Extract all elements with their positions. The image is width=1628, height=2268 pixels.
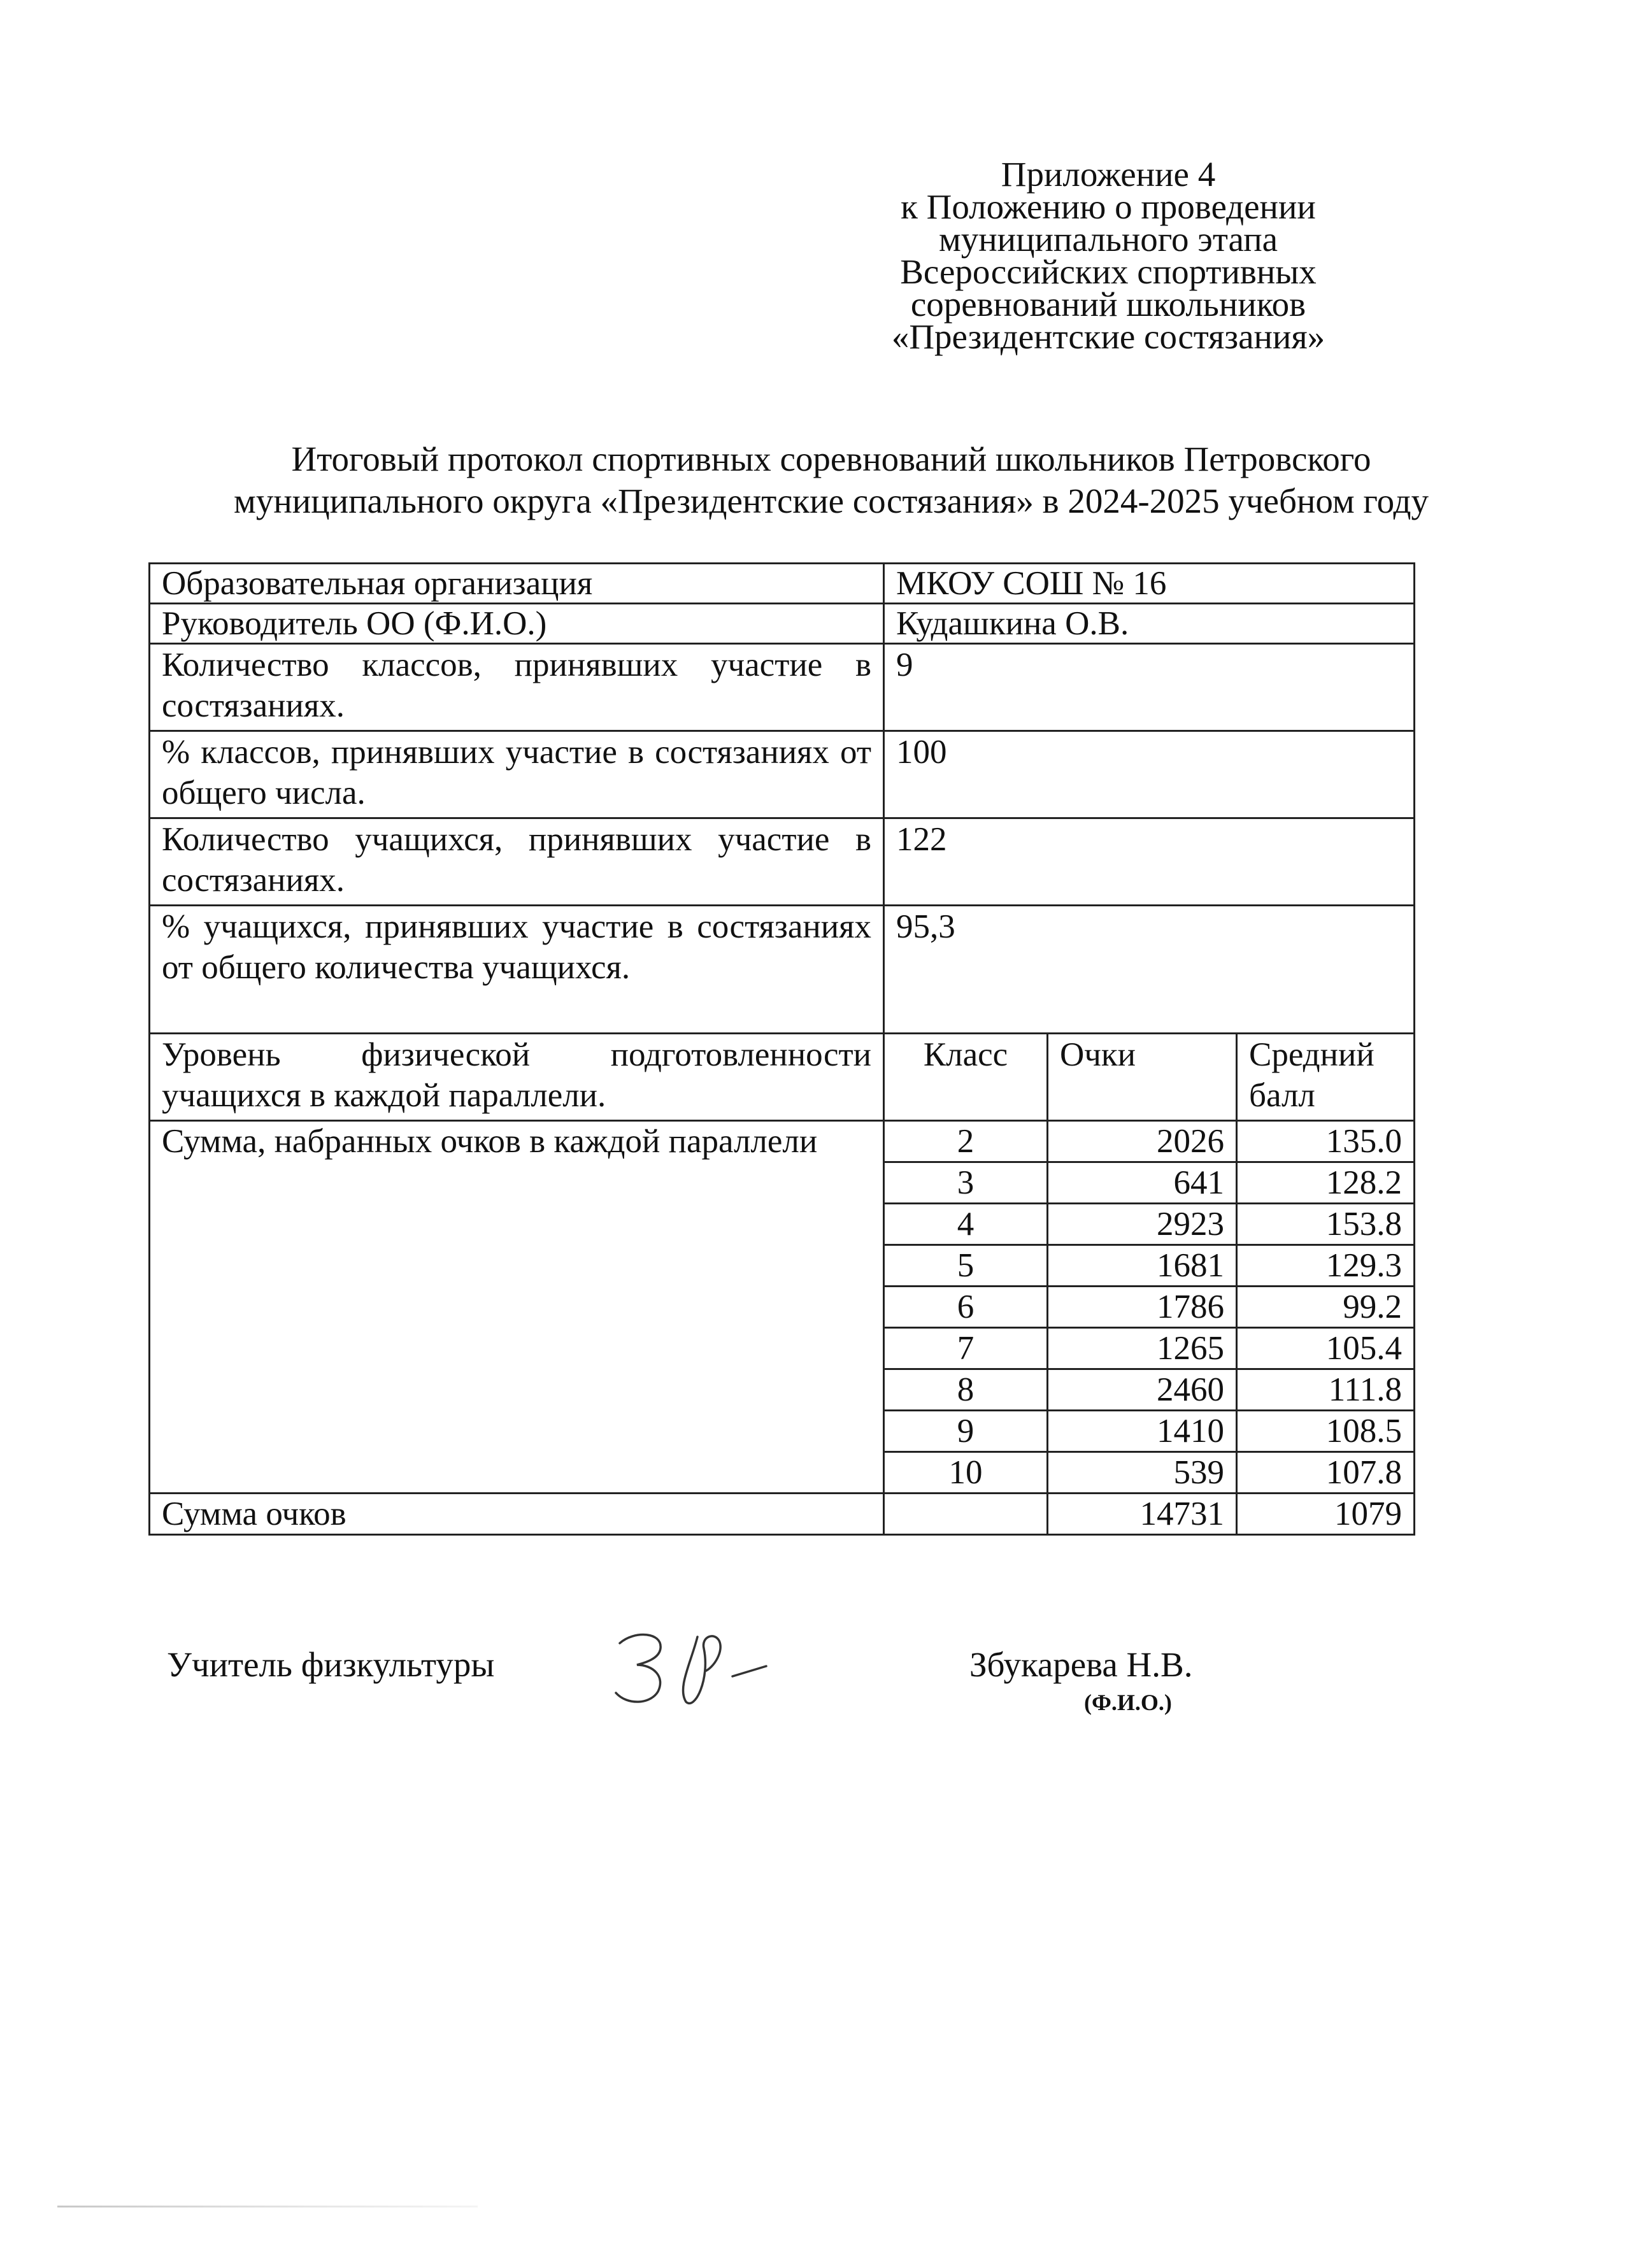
handwritten-signature bbox=[602, 1618, 774, 1720]
table-row bbox=[150, 604, 1415, 644]
protocol-table bbox=[148, 562, 1415, 1536]
row-value: Кудашкина О.В. bbox=[884, 604, 1415, 644]
signer-name: Збукарева Н.В. bbox=[969, 1645, 1193, 1684]
sum-label: Сумма, набранных очков в каждой параллели bbox=[150, 1121, 884, 1494]
grade-class: 5 bbox=[884, 1245, 1048, 1287]
grade-average: 105.4 bbox=[1237, 1328, 1415, 1369]
document-title bbox=[178, 438, 1484, 522]
grade-class: 10 bbox=[884, 1452, 1048, 1494]
grade-average: 135.0 bbox=[1237, 1121, 1415, 1162]
title-line-1: Итоговый протокол спортивных соревнований школьников Петровского bbox=[291, 439, 1371, 478]
grade-average: 99.2 bbox=[1237, 1287, 1415, 1328]
title-line-2: муниципального округа «Президентские состязания» в 2024-2025 учебном году bbox=[234, 481, 1429, 520]
table-row bbox=[150, 818, 1415, 906]
level-label: Уровень физической подготовленности учащихся в каждой параллели. bbox=[150, 1034, 884, 1121]
grade-average: 153.8 bbox=[1237, 1204, 1415, 1245]
scan-edge-line bbox=[57, 2206, 478, 2207]
signer-caption: (Ф.И.О.) bbox=[1084, 1690, 1172, 1715]
grade-points: 1681 bbox=[1048, 1245, 1237, 1287]
row-value: 100 bbox=[884, 731, 1415, 818]
signer-role: Учитель физкультуры bbox=[167, 1645, 495, 1684]
grade-points: 2923 bbox=[1048, 1204, 1237, 1245]
row-label: Количество классов, принявших участие в состязаниях. bbox=[150, 644, 884, 731]
header-class: Класс bbox=[884, 1034, 1048, 1121]
appendix-line: к Положению о проведении bbox=[901, 187, 1316, 226]
grade-average: 128.2 bbox=[1237, 1162, 1415, 1204]
appendix-line: Всероссийских спортивных bbox=[900, 252, 1317, 291]
grade-average: 107.8 bbox=[1237, 1452, 1415, 1494]
row-value: 9 bbox=[884, 644, 1415, 731]
grade-points: 1786 bbox=[1048, 1287, 1237, 1328]
grade-class: 3 bbox=[884, 1162, 1048, 1204]
table-row bbox=[150, 906, 1415, 1034]
row-value: МКОУ СОШ № 16 bbox=[884, 564, 1415, 604]
grade-average: 129.3 bbox=[1237, 1245, 1415, 1287]
grade-points: 539 bbox=[1048, 1452, 1237, 1494]
grade-row bbox=[150, 1121, 1415, 1162]
table-row bbox=[150, 731, 1415, 818]
appendix-line: соревнований школьников bbox=[910, 285, 1306, 324]
appendix-line: Приложение 4 bbox=[1001, 155, 1216, 194]
appendix-line: муниципального этапа bbox=[938, 220, 1278, 259]
grade-class: 8 bbox=[884, 1369, 1048, 1411]
appendix-header bbox=[847, 155, 1369, 356]
header-average: Средний балл bbox=[1237, 1034, 1415, 1121]
total-class bbox=[884, 1494, 1048, 1535]
total-average: 1079 bbox=[1237, 1494, 1415, 1535]
total-points: 14731 bbox=[1048, 1494, 1237, 1535]
table-row bbox=[150, 564, 1415, 604]
row-label: Количество учащихся, принявших участие в состязаниях. bbox=[150, 818, 884, 906]
grade-class: 7 bbox=[884, 1328, 1048, 1369]
row-label: % классов, принявших участие в состязаниях от общего числа. bbox=[150, 731, 884, 818]
grade-points: 2460 bbox=[1048, 1369, 1237, 1411]
grade-average: 108.5 bbox=[1237, 1411, 1415, 1452]
grade-points: 641 bbox=[1048, 1162, 1237, 1204]
grade-class: 2 bbox=[884, 1121, 1048, 1162]
row-label: Образовательная организация bbox=[150, 564, 884, 604]
row-label: % учащихся, принявших участие в состязаниях от общего количества учащихся. bbox=[150, 906, 884, 1034]
table-header-row bbox=[150, 1034, 1415, 1121]
row-value: 95,3 bbox=[884, 906, 1415, 1034]
total-row bbox=[150, 1494, 1415, 1535]
grade-class: 6 bbox=[884, 1287, 1048, 1328]
row-label: Руководитель ОО (Ф.И.О.) bbox=[150, 604, 884, 644]
appendix-line: «Президентские состязания» bbox=[891, 317, 1325, 356]
row-value: 122 bbox=[884, 818, 1415, 906]
grade-class: 9 bbox=[884, 1411, 1048, 1452]
table-row bbox=[150, 644, 1415, 731]
total-label: Сумма очков bbox=[150, 1494, 884, 1535]
grade-points: 1265 bbox=[1048, 1328, 1237, 1369]
grade-points: 1410 bbox=[1048, 1411, 1237, 1452]
header-points: Очки bbox=[1048, 1034, 1237, 1121]
grade-points: 2026 bbox=[1048, 1121, 1237, 1162]
grade-class: 4 bbox=[884, 1204, 1048, 1245]
grade-average: 111.8 bbox=[1237, 1369, 1415, 1411]
